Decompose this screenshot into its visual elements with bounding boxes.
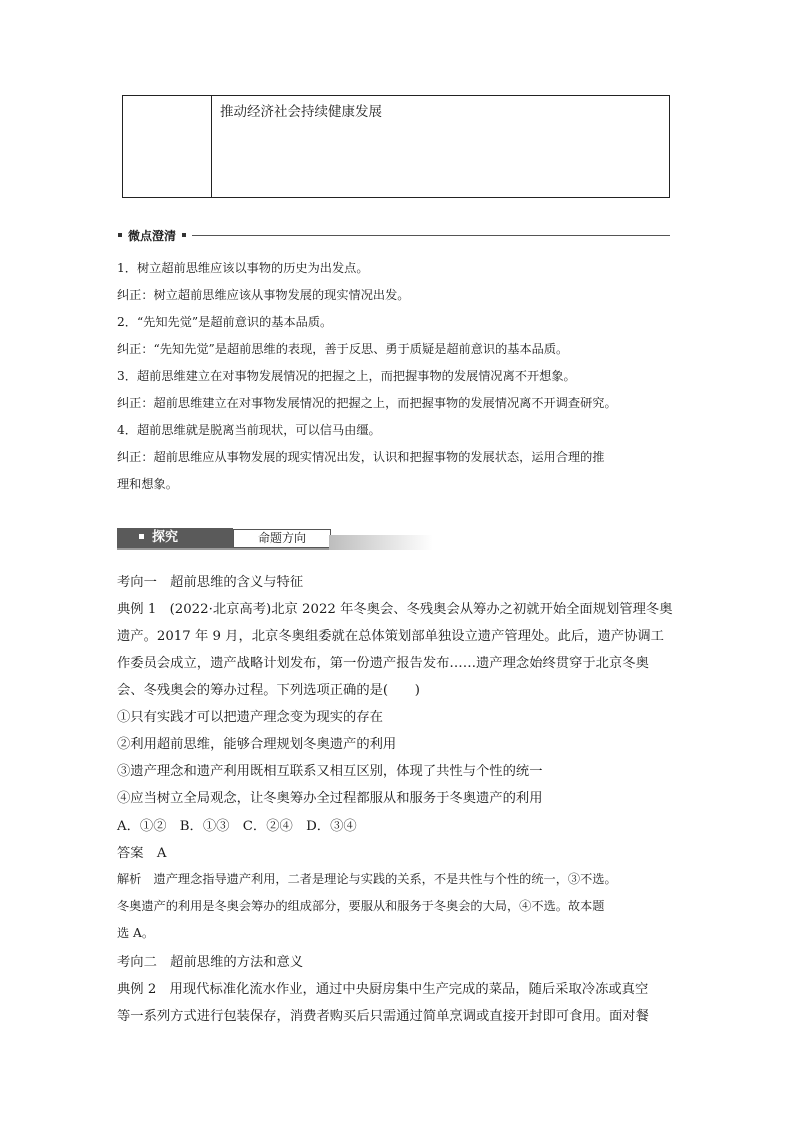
example1-answer: 答案 A — [117, 846, 167, 861]
banner-dark-label: 探究 — [152, 530, 179, 545]
example2-line: 等一系列方式进行包装保存，消费者购买后只需通过简单烹调或直接开封即可食用。面对餐 — [117, 1009, 649, 1024]
square-bullet-icon — [118, 233, 122, 237]
banner-gradient — [329, 535, 433, 550]
clarify-line: 理和想象。 — [117, 477, 178, 491]
example1-line: 典例 1 (2022·北京高考)北京 2022 年冬奥会、冬残奥会从筹办之初就开始全面规划管理冬奥 — [117, 602, 673, 617]
example1-line: 作委员会成立，遗产战略计划发布，第一份遗产报告发布……遗产理念始终贯穿于北京冬奥 — [117, 656, 649, 671]
header-rule — [192, 235, 670, 236]
table-cell-text: 推动经济社会持续健康发展 — [220, 104, 382, 120]
clarify-line: 纠正：超前思维建立在对事物发展情况的把握之上，而把握事物的发展情况离不开调查研究。 — [117, 396, 617, 410]
clarify-line: 纠正：树立超前思维应该从事物发展的现实情况出发。 — [117, 288, 410, 302]
square-bullet-icon — [182, 233, 186, 237]
clarify-line: 纠正：超前思维应从事物发展的现实情况出发，认识和把握事物的发展状态，运用合理的推 — [117, 450, 605, 464]
example1-line: 遗产。2017 年 9 月，北京冬奥组委就在总体策划部单独设立遗产管理处。此后，遗产协调工 — [117, 629, 664, 644]
explore-banner — [117, 528, 433, 550]
banner-light-label: 命题方向 — [233, 529, 331, 548]
example1-analysis: 冬奥遗产的利用是冬奥会筹办的组成部分，要服从和服务于冬奥会的大局，④不选。故本题 — [117, 899, 605, 913]
table-divider — [211, 96, 212, 197]
clarify-line: 纠正：“先知先觉”是超前思维的表现，善于反思、勇于质疑是超前意识的基本品质。 — [117, 342, 569, 356]
example1-heading: 考向一 超前思维的含义与特征 — [117, 575, 304, 590]
example1-option: ③遗产理念和遗产利用既相互联系又相互区别，体现了共性与个性的统一 — [117, 764, 543, 779]
square-bullet-icon — [139, 534, 144, 539]
example2-line: 典例 2 用现代标准化流水作业，通过中央厨房集中生产完成的菜品，随后采取冷冻或真空 — [117, 982, 649, 997]
example1-option: ④应当树立全局观念，让冬奥筹办全过程都服从和服务于冬奥遗产的利用 — [117, 791, 543, 806]
example2-heading: 考向二 超前思维的方法和意义 — [117, 955, 304, 970]
banner-underline — [117, 548, 329, 550]
example1-analysis: 解析 遗产理念指导遗产利用，二者是理论与实践的关系，不是共性与个性的统一，③不选。 — [117, 872, 617, 886]
summary-table — [122, 95, 670, 198]
clarify-line: 4．超前思维就是脱离当前现状，可以信马由缰。 — [117, 423, 381, 437]
clarify-line: 3．超前思维建立在对事物发展情况的把握之上，而把握事物的发展情况离不开想象。 — [117, 369, 576, 383]
clarify-line: 2．“先知先觉”是超前意识的基本品质。 — [117, 315, 333, 329]
example1-option: ②利用超前思维，能够合理规划冬奥遗产的利用 — [117, 737, 397, 752]
clarify-section-header — [118, 227, 670, 243]
example1-option: ①只有实践才可以把遗产理念变为现实的存在 — [117, 710, 383, 725]
clarify-title: 微点澄清 — [128, 228, 177, 243]
clarify-line: 1．树立超前思维应该以事物的历史为出发点。 — [117, 261, 369, 275]
example1-line: 会、冬残奥会的筹办过程。下列选项正确的是( ) — [117, 683, 420, 698]
example1-analysis: 选 A。 — [117, 926, 155, 940]
example1-choices: A．①② B．①③ C．②④ D．③④ — [117, 819, 357, 834]
banner-dark-tab — [117, 528, 233, 548]
